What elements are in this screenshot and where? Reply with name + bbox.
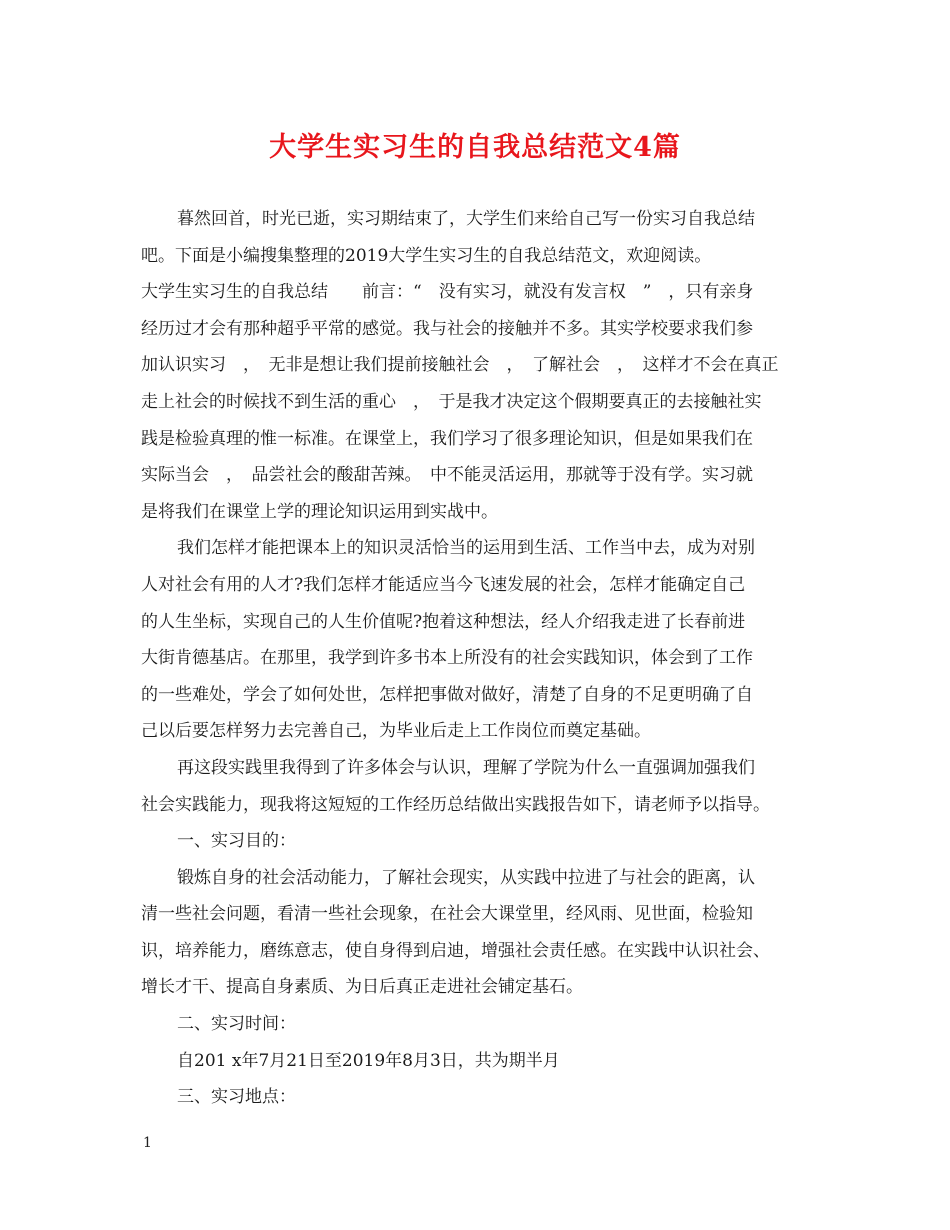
paragraph-line: 经历过才会有那种超乎平常的感觉。我与社会的接触并不多。其实学校要求我们参 [141,318,753,339]
paragraph-line: 实际当会 ， 品尝社会的酸甜苦辣。 中不能灵活运用，那就等于没有学。实习就 [141,465,753,486]
paragraph-line: 的一些难处，学会了如何处世，怎样把事做对做好，清楚了自身的不足更明确了自 [141,684,753,705]
paragraph-line: 加认识实习 ， 无非是想让我们提前接触社会 ， 了解社会 ， 这样才不会在真正 [141,355,779,376]
paragraph-line: 大街肯德基店。在那里，我学到许多书本上所没有的社会实践知识，体会到了工作 [141,648,753,669]
paragraph-line: 吧。下面是小编搜集整理的2019大学生实习生的自我总结范文，欢迎阅读。 [141,245,712,266]
paragraph-line: 大学生实习生的自我总结 前言：“ 没有实习，就没有发言权 ” ，只有亲身 [141,282,754,303]
paragraph-line: 再这段实践里我得到了许多体会与认识，理解了学院为什么一直强调加强我们 [177,757,755,778]
paragraph-line: 识，培养能力，磨练意志，使自身得到启迪，增强社会责任感。在实践中认识社会、 [141,940,770,961]
document-title: 大学生实习生的自我总结范文4篇 [269,132,681,163]
paragraph-line: 清一些社会问题，看清一些社会现象，在社会大课堂里，经风雨、见世面，检验知 [141,904,753,925]
paragraph-line: 增长才干、提高自身素质、为日后真正走进社会铺定基石。 [141,977,583,998]
paragraph-line: 锻炼自身的社会活动能力，了解社会现实，从实践中拉进了与社会的距离，认 [177,867,755,888]
page-number: 1 [143,1135,152,1151]
document-body [141,201,831,1116]
paragraph-line: 暮然回首，时光已逝，实习期结束了，大学生们来给自己写一份实习自我总结 [177,209,755,229]
section-heading: 三、实习地点： [177,1087,296,1108]
paragraph-line: 己以后要怎样努力去完善自己，为毕业后走上工作岗位而奠定基础。 [141,721,651,742]
paragraph-line: 人对社会有用的人才?我们怎样才能适应当今飞速发展的社会，怎样才能确定自己 [141,574,746,595]
paragraph-line: 践是检验真理的惟一标准。在课堂上，我们学习了很多理论知识，但是如果我们在 [141,428,753,449]
paragraph-line: 自201 x年7月21日至2019年8月3日，共为期半月 [177,1050,560,1071]
paragraph-line: 是将我们在课堂上学的理论知识运用到实战中。 [141,501,498,522]
paragraph-line: 走上社会的时候找不到生活的重心 ， 于是我才决定这个假期要真正的去接触社实 [141,391,762,412]
section-heading: 一、实习目的： [177,831,296,852]
paragraph-line: 的人生坐标，实现自己的人生价值呢?抱着这种想法，经人介绍我走进了长春前进 [141,611,746,632]
paragraph-line: 社会实践能力，现我将这短短的工作经历总结做出实践报告如下，请老师予以指导。 [141,794,770,815]
section-heading: 二、实习时间： [177,1014,296,1035]
paragraph-line: 我们怎样才能把课本上的知识灵活恰当的运用到生活、工作当中去，成为对别 [177,538,755,559]
